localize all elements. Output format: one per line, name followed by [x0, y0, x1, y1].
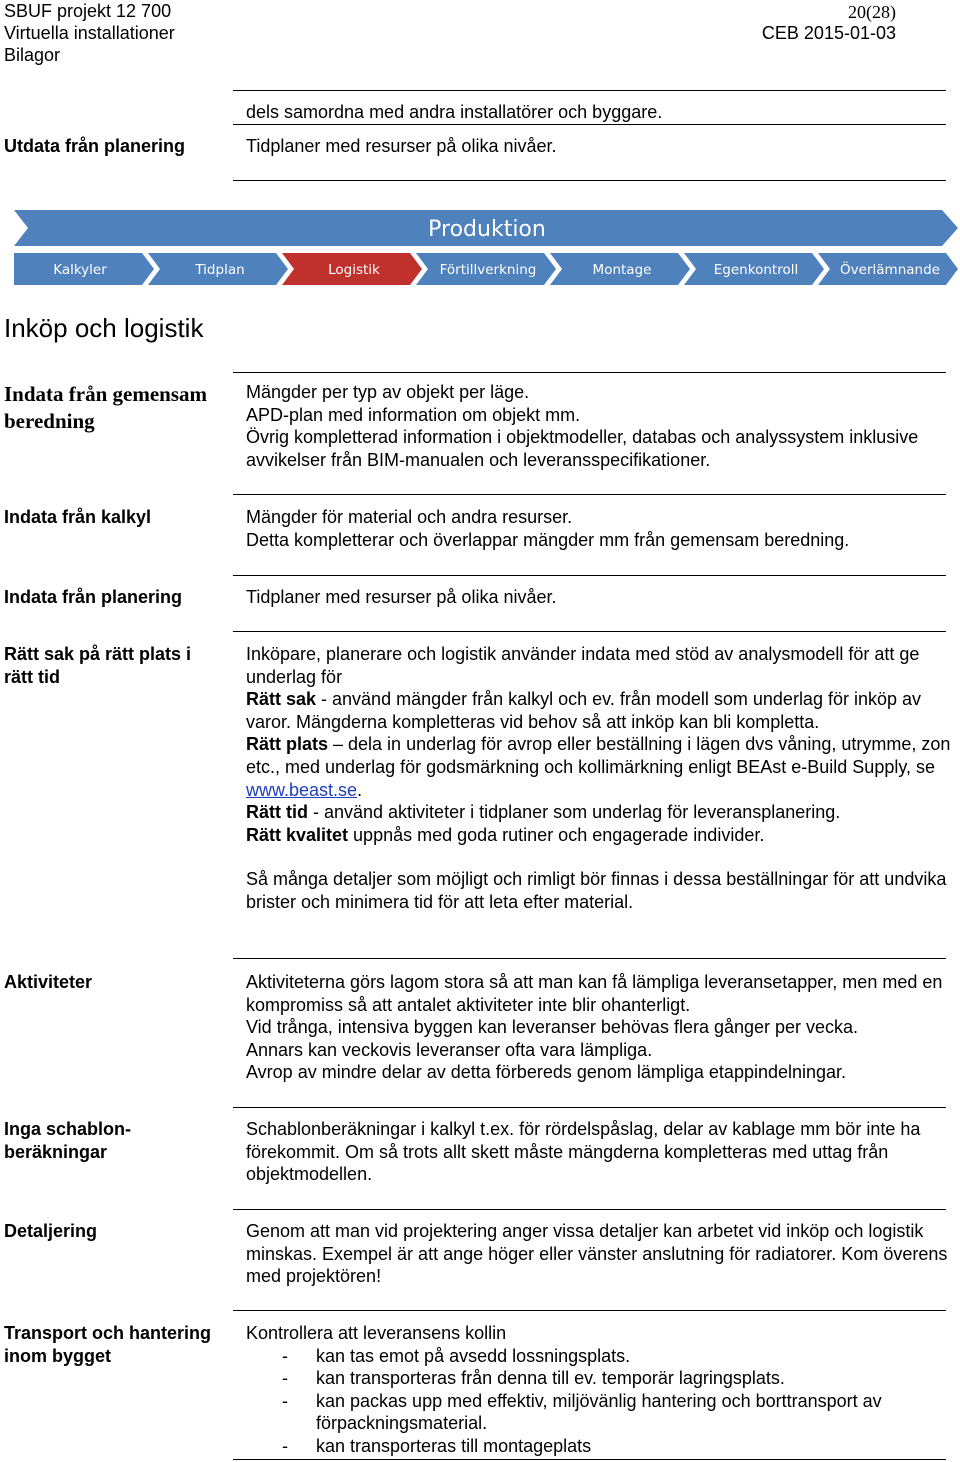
body-line: Annars kan veckovis leveranser ofta vara lämpliga. — [246, 1039, 653, 1060]
divider — [233, 631, 946, 632]
bullet-list — [246, 1345, 951, 1458]
dash-marker: - — [282, 1390, 288, 1411]
ratt-kvalitet-paragraph — [246, 824, 951, 847]
row-text: Schablonberäkningar i kalkyl t.ex. för rördelspåslag, delar av kablage mm bör inte ha förekommit. Om så trots allt skett måste mängderna kompletteras med uttag från objektmodellen. — [246, 1119, 921, 1185]
divider — [233, 575, 946, 576]
list-item — [246, 1367, 951, 1390]
body-line: Aktiviteterna görs lagom stora så att man kan få lämpliga leveransetapper, men med en kompromiss så att antalet aktiviteter inte blir ohanterligt. — [246, 972, 943, 1015]
list-item-text: kan transporteras från denna till ev. temporär lagringsplats. — [316, 1368, 785, 1389]
body-line: Vid trånga, intensiva byggen kan leveranser behövas flera gånger per vecka. — [246, 1017, 859, 1038]
row-text: Tidplaner med resurser på olika nivåer. — [246, 136, 557, 156]
row-body — [246, 381, 951, 471]
dash-marker: - — [282, 1345, 288, 1366]
ratt-kvalitet-term: Rätt kvalitet — [246, 824, 349, 845]
row-label: Transport och hantering inom bygget — [4, 1323, 212, 1366]
ratt-plats-text: – dela in underlag för avrop eller beställning i lägen dvs våning, utrymme, zon etc., med underlag för godsmärkning och kollimärkning enligt BEAst e-Build Supply, se — [246, 734, 951, 777]
beast-link[interactable]: www.beast.se — [246, 779, 358, 800]
closing-paragraph: Så många detaljer som möjligt och rimligt bör finnas i dessa beställningar för att undvika brister och minimera tid för att leta efter material. — [246, 869, 947, 912]
body-line: Övrig kompletterad information i objektmodeller, databas och analyssystem inklusive avvikelser från BIM-manualen och leveransspecifikationer. — [246, 427, 919, 470]
divider — [233, 124, 946, 125]
row-body — [246, 506, 951, 551]
list-item-text: kan transporteras till montageplats — [316, 1435, 592, 1456]
body-intro: Kontrollera att leveransens kollin — [246, 1323, 507, 1343]
body-line: APD-plan med information om objekt mm. — [246, 404, 581, 425]
row-text: Tidplaner med resurser på olika nivåer. — [246, 587, 557, 607]
document-title: Virtuella installationer — [4, 23, 175, 43]
body-line: Avrop av mindre delar av detta förbereds genom lämpliga etappindelningar. — [246, 1062, 847, 1083]
flow-step-label: Förtillverkning — [439, 262, 537, 278]
ceb-date: CEB 2015-01-03 — [761, 23, 896, 43]
row-label: Indata från gemensam beredning — [4, 382, 207, 433]
section-heading: Inköp och logistik — [4, 313, 204, 343]
ratt-plats-paragraph — [246, 733, 951, 801]
ratt-tid-term: Rätt tid — [246, 802, 308, 823]
row-label: Utdata från planering — [4, 136, 186, 156]
ratt-tid-paragraph — [246, 801, 951, 824]
row-text: Genom att man vid projektering anger vissa detaljer kan arbetet vid inköp och logistik minskas. Exempel är att ange höger eller vänster anslutning för radiatorer. Kom överens med projektören! — [246, 1221, 948, 1287]
row-label: Indata från planering — [4, 587, 183, 607]
body-intro: Inköpare, planerare och logistik använder indata med stöd av analysmodell för att ge underlag för — [246, 644, 920, 687]
row-body — [246, 643, 951, 914]
ratt-sak-term: Rätt sak — [246, 689, 317, 710]
row-label: Detaljering — [4, 1221, 98, 1241]
row-body — [246, 971, 951, 1084]
link-period: . — [357, 779, 363, 800]
divider — [233, 180, 946, 181]
flow-step-label: Överlämnande — [840, 262, 940, 278]
flow-step-label: Montage — [592, 262, 652, 278]
divider — [233, 372, 946, 373]
flow-step-label: Logistik — [328, 262, 380, 278]
divider — [233, 1209, 946, 1210]
body-line: Mängder för material och andra resurser. — [246, 507, 573, 527]
flow-step-label: Kalkyler — [53, 262, 107, 278]
flow-step-label: Egenkontroll — [713, 262, 799, 278]
list-item — [246, 1435, 951, 1458]
ratt-sak-paragraph — [246, 688, 951, 733]
flow-step-label: Tidplan — [195, 262, 245, 278]
list-item-text: kan tas emot på avsedd lossningsplats. — [316, 1345, 631, 1366]
list-item — [246, 1345, 951, 1368]
divider — [233, 1459, 946, 1460]
divider — [233, 958, 946, 959]
section-name: Bilagor — [4, 45, 61, 65]
row-label: Inga schablon-beräkningar — [4, 1119, 132, 1162]
divider — [233, 1310, 946, 1311]
divider — [233, 90, 946, 91]
row-body — [246, 1322, 951, 1458]
ratt-kvalitet-text: uppnås med goda rutiner och engagerade individer. — [348, 824, 765, 845]
ratt-plats-term: Rätt plats — [246, 734, 329, 755]
divider — [233, 1107, 946, 1108]
process-flow — [14, 210, 958, 288]
divider — [233, 494, 946, 495]
continued-text: dels samordna med andra installatörer och byggare. — [246, 102, 663, 122]
banner-label: Produktion — [428, 217, 546, 242]
project-name: SBUF projekt 12 700 — [4, 1, 172, 21]
row-label: Rätt sak på rätt plats i rätt tid — [4, 644, 192, 687]
body-line: Detta kompletterar och överlappar mängder mm från gemensam beredning. — [246, 529, 850, 550]
ratt-tid-text: - använd aktiviteter i tidplaner som underlag för leveransplanering. — [308, 802, 841, 823]
body-line: Mängder per typ av objekt per läge. — [246, 382, 530, 402]
list-item-text: kan packas upp med effektiv, miljövänlig hantering och borttransport av förpackningsmaterial. — [316, 1390, 882, 1434]
page-number: 20(28) — [848, 2, 896, 22]
ratt-sak-text: - använd mängder från kalkyl och ev. från modell som underlag för inköp av varor. Mängderna kompletteras vid behov så att inköp kan bli kompletta. — [246, 689, 922, 732]
row-label: Aktiviteter — [4, 972, 93, 992]
row-label: Indata från kalkyl — [4, 507, 152, 527]
list-item — [246, 1390, 951, 1435]
dash-marker: - — [282, 1368, 288, 1389]
dash-marker: - — [282, 1435, 288, 1456]
